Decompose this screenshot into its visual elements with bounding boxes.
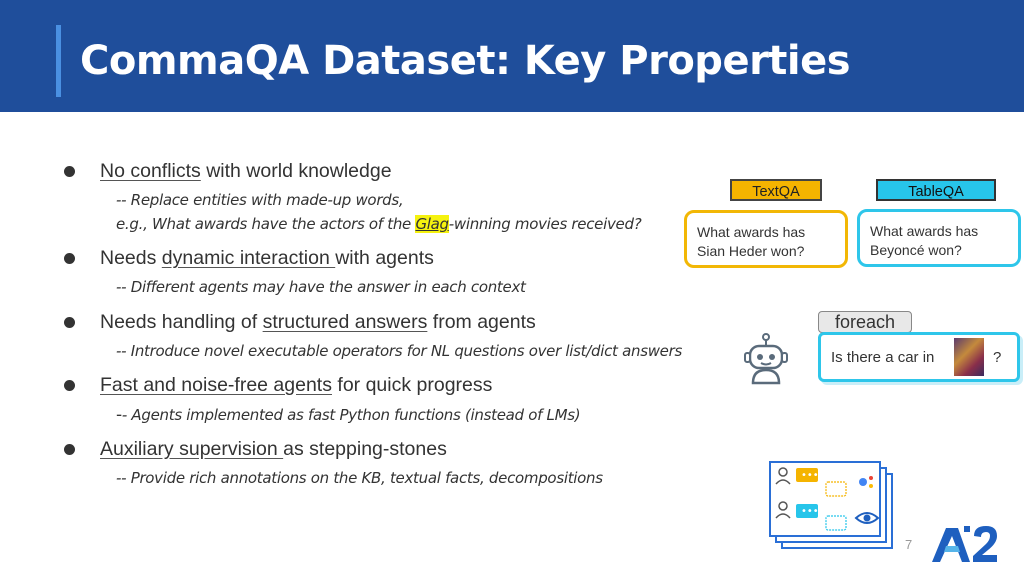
bullet-3-pre: Needs handling of — [100, 311, 263, 333]
bullet-4 — [100, 374, 492, 397]
tableqa-question-line: What awards has — [870, 223, 979, 239]
bullet-1-sub-2 — [116, 215, 641, 233]
textqa-question-box — [684, 210, 848, 268]
page-number: 7 — [905, 537, 913, 552]
sub-text: e.g., What awards have the actors of the — [116, 215, 416, 233]
bullet-2-rest: with agents — [335, 247, 434, 269]
slide-header — [0, 0, 1024, 112]
ai2-logo — [930, 524, 998, 564]
bullet-3 — [100, 311, 536, 334]
foreach-tag: foreach — [818, 311, 912, 333]
header-accent-bar — [56, 25, 61, 97]
textqa-question-line: What awards has — [697, 224, 806, 240]
svg-text:•••: ••• — [801, 470, 819, 481]
bullet-4-rest: for quick progress — [331, 374, 493, 396]
bullet-4-sub-1 — [116, 405, 580, 425]
bullet-dot — [64, 253, 75, 264]
bullet-dot — [64, 166, 75, 177]
bullet-1-sub-1: -- Replace entities with made-up words, — [116, 191, 404, 209]
car-question-box — [818, 332, 1020, 382]
car-question-end: ? — [993, 349, 1002, 366]
bullet-2-sub-1: -- Different agents may have the answer in each context — [116, 278, 526, 296]
textqa-question-line: Sian Heder won? — [697, 243, 805, 259]
bullet-5-key: Auxiliary supervision — [100, 438, 284, 460]
bullet-1 — [100, 160, 392, 183]
sub-text: -winning movies received? — [448, 215, 642, 233]
bullet-2-key: dynamic interaction — [161, 247, 336, 269]
tableqa-tag: TableQA — [876, 179, 996, 201]
bullet-dot — [64, 380, 75, 391]
bullet-2-pre: Needs — [100, 247, 162, 269]
textqa-tag: TextQA — [730, 179, 822, 201]
svg-text:•••: ••• — [801, 506, 819, 517]
bullet-dot — [64, 444, 75, 455]
sub-text: - Agents implemented as fast Python functions (instead of LMs) — [121, 406, 581, 424]
bullet-dot — [64, 317, 75, 328]
bullet-4-key: Fast and noise-free agents — [100, 374, 332, 396]
bullet-1-rest: with world knowledge — [200, 160, 392, 182]
bullet-5-rest: as stepping-stones — [283, 438, 447, 460]
bullet-3-sub-1: -- Introduce novel executable operators for NL questions over list/dict answers — [116, 342, 682, 360]
bullet-3-key: structured answers — [262, 311, 428, 333]
painting-thumbnail — [954, 338, 984, 376]
bullet-2 — [100, 247, 434, 270]
sub-dash: - — [116, 405, 122, 425]
tableqa-question-box — [857, 209, 1021, 267]
agent-chat-stack-icon — [768, 460, 898, 552]
bullet-1-key: No conflicts — [100, 160, 201, 182]
robot-icon — [742, 333, 790, 385]
tableqa-question-line: Beyoncé won? — [870, 242, 962, 258]
car-question-text: Is there a car in — [831, 349, 935, 366]
highlighted-word: Glag — [415, 215, 449, 233]
slide-title: CommaQA Dataset: Key Properties — [80, 38, 851, 84]
bullet-5-sub-1: -- Provide rich annotations on the KB, textual facts, decompositions — [116, 469, 603, 487]
bullet-5 — [100, 438, 447, 461]
bullet-3-rest: from agents — [427, 311, 536, 333]
